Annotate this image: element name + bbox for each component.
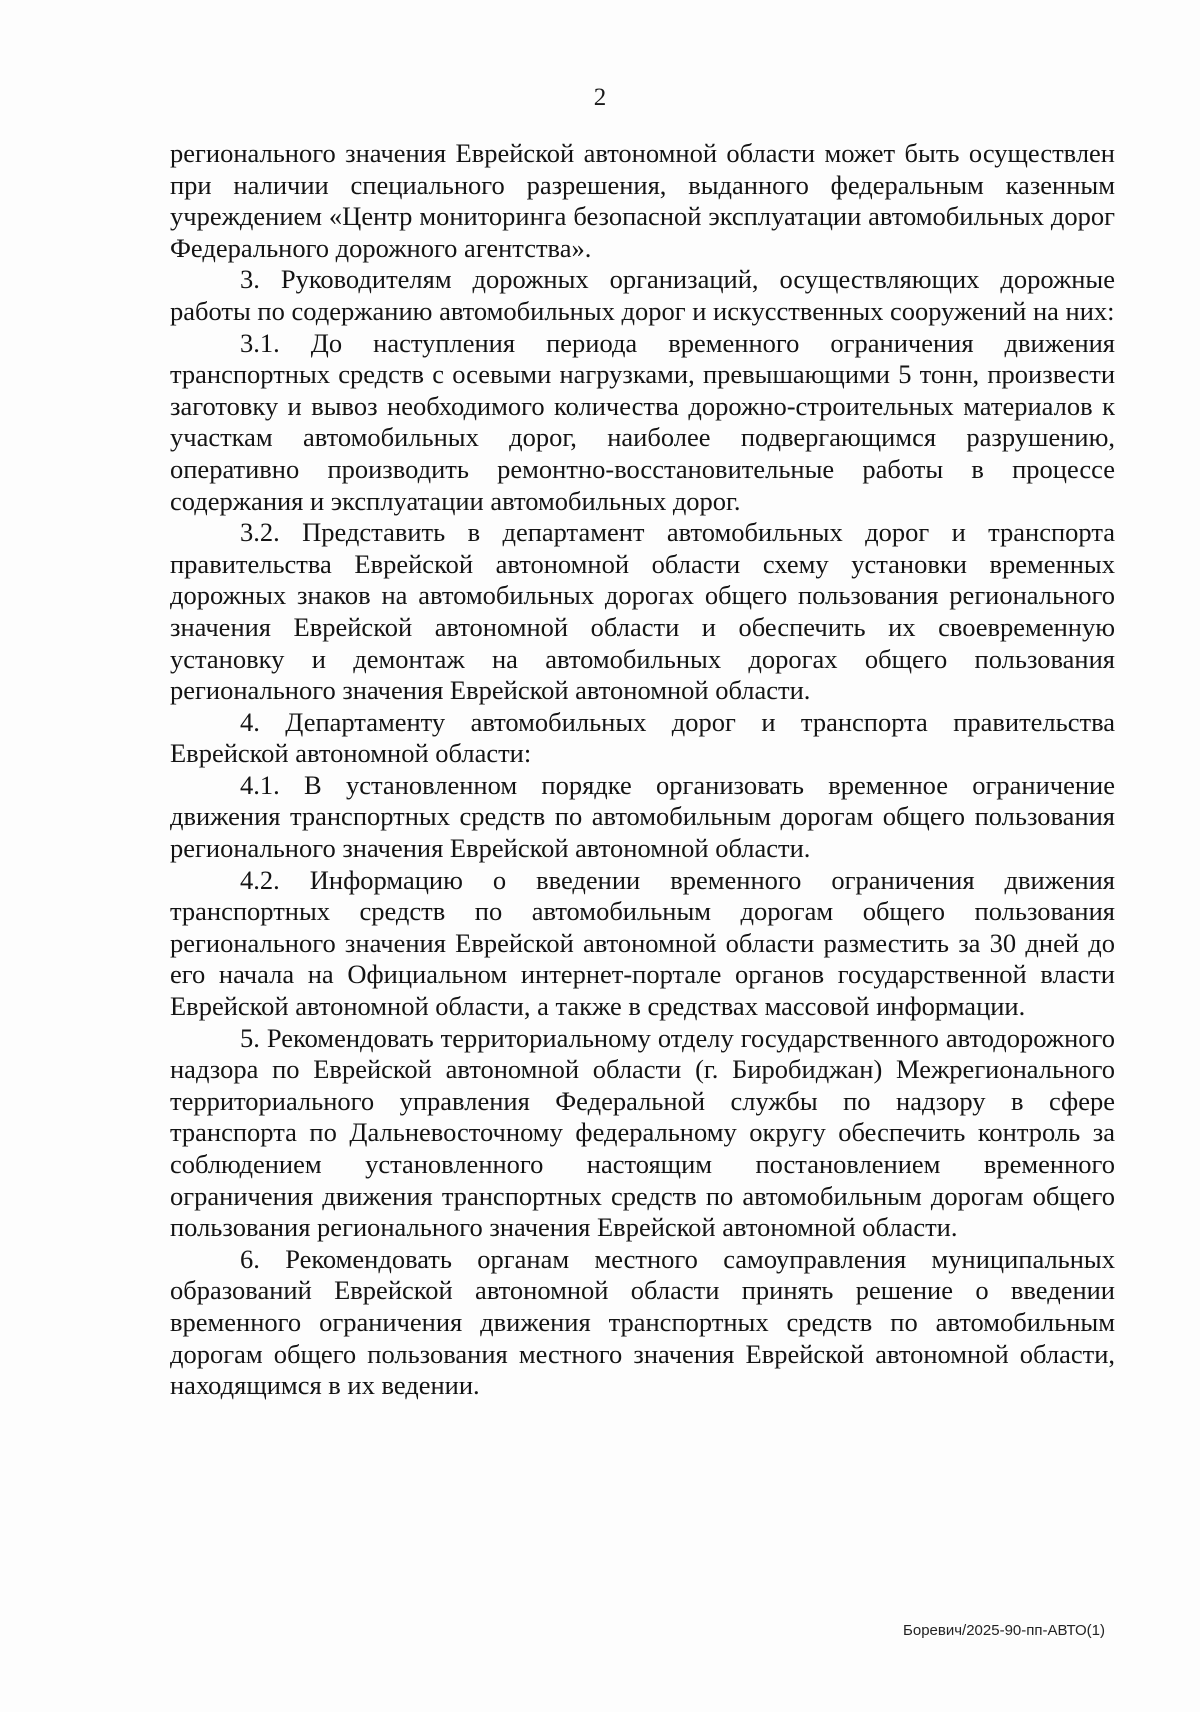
paragraph: 3. Руководителям дорожных организаций, осуществляющих дорожные работы по содержанию автомобильных дорог и искусственных сооружений на них:	[170, 264, 1115, 326]
document-body	[170, 138, 1115, 1402]
paragraph: 5. Рекомендовать территориальному отделу государственного автодорожного надзора по Еврейской автономной области (г. Биробиджан) Межрегионального территориального управления Федеральной службы по надзору в сфере транспорта по Дальневосточному федеральному округу обеспечить контроль за соблюдением установленного настоящим постановлением временного ограничения движения транспортных средств по автомобильным дорогам общего пользования регионального значения Еврейской автономной области.	[170, 1022, 1115, 1243]
paragraph: 3.2. Представить в департамент автомобильных дорог и транспорта правительства Еврейской автономной области схему установки временных дорожных знаков на автомобильных дорогах общего пользования регионального значения Еврейской автономной области и обеспечить их своевременную установку и демонтаж на автомобильных дорогах общего пользования регионального значения Еврейской автономной области.	[170, 517, 1115, 706]
paragraph: 4. Департаменту автомобильных дорог и транспорта правительства Еврейской автономной области:	[170, 706, 1115, 769]
paragraph: 4.1. В установленном порядке организовать временное ограничение движения транспортных средств по автомобильным дорогам общего пользования регионального значения Еврейской автономной области.	[170, 769, 1115, 864]
paragraph: 4.2. Информацию о введении временного ограничения движения транспортных средств по автомобильным дорогам общего пользования регионального значения Еврейской автономной области разместить за 30 дней до его начала на Официальном интернет-портале органов государственной власти Еврейской автономной области, а также в средствах массовой информации.	[170, 864, 1115, 1022]
paragraph: регионального значения Еврейской автономной области может быть осуществлен при наличии специального разрешения, выданного федеральным казенным учреждением «Центр мониторинга безопасной эксплуатации автомобильных дорог Федерального дорожного агентства».	[170, 138, 1115, 263]
paragraph: 3.1. До наступления периода временного ограничения движения транспортных средств с осевыми нагрузками, превышающими 5 тонн, произвести заготовку и вывоз необходимого количества дорожно-строительных материалов к участкам автомобильных дорог, наиболее подвергающимся разрушению, оперативно производить ремонтно-восстановительные работы в процессе содержания и эксплуатации автомобильных дорог.	[170, 327, 1115, 516]
document-footer-id: Боревич/2025-90-пп-АВТО(1)	[903, 1622, 1105, 1639]
page-number: 2	[593, 84, 607, 111]
paragraph: 6. Рекомендовать органам местного самоуправления муниципальных образований Еврейской автономной области принять решение о введении временного ограничения движения транспортных средств по автомобильным дорогам общего пользования местного значения Еврейской автономной области, находящимся в их ведении.	[170, 1243, 1115, 1401]
